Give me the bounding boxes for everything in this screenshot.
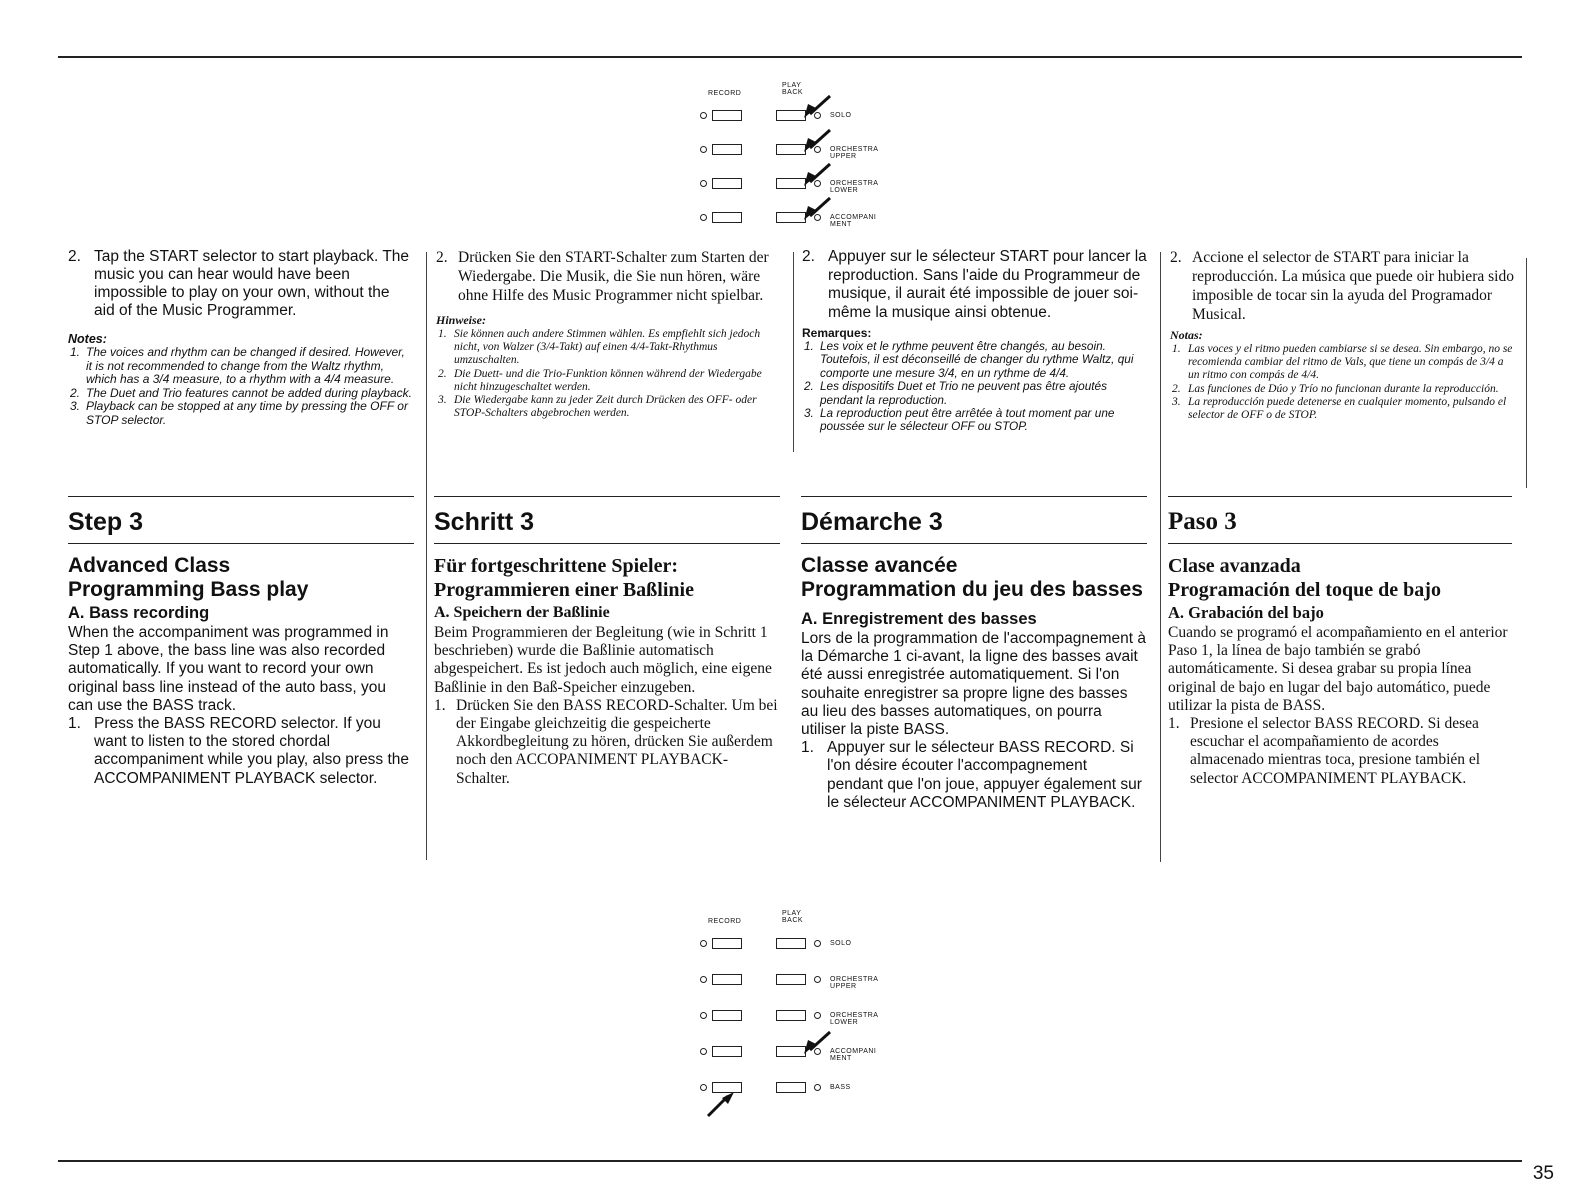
selector-row (690, 974, 930, 998)
step-2-item (68, 248, 414, 320)
track-sublabel: MENT (830, 221, 852, 228)
note-item (68, 400, 414, 427)
column-spanish (1170, 248, 1514, 422)
item-number: 3. (438, 394, 447, 407)
record-indicator (700, 976, 707, 983)
note-item (68, 387, 414, 401)
step-2-item (802, 248, 1148, 322)
playback-diagram-top (690, 78, 930, 238)
note-text: Las voces y el ritmo pueden cambiarse si se desea. Sin embargo, no se recomienda cambiar del ritmo de Vals, que tiene un compás de 3/4 a un ritmo con compás de 4/4. (1188, 343, 1513, 382)
item-number: 3. (1172, 395, 1181, 408)
notes-title: Notas: (1170, 328, 1203, 342)
record-selector[interactable] (712, 1046, 742, 1057)
item-number: 2. (1172, 382, 1181, 395)
note-text: La reproducción puede detenerse en cualquier momento, pulsando el selector de OFF o de STOP. (1188, 395, 1507, 422)
step-1-item (1168, 715, 1512, 788)
page-number: 35 (1532, 1163, 1554, 1184)
item-number: 2. (68, 248, 81, 265)
track-sublabel: UPPER (830, 983, 857, 990)
record-indicator (700, 1048, 707, 1055)
selector-row (690, 938, 930, 962)
note-item (68, 346, 414, 387)
note-text: Sie können auch andere Stimmen wählen. Es empfiehlt sich jedoch nicht, von Walzer (3/4-Takt) auf einen 4/4-Takt-Rhythmus umzuschalten. (454, 328, 761, 367)
record-label: RECORD (708, 918, 742, 925)
notes-title: Remarques: (802, 326, 872, 340)
step-title: Step 3 (68, 508, 144, 536)
column-divider (1526, 258, 1527, 488)
track-sublabel: LOWER (830, 1019, 859, 1026)
subtitle-2: Programmation du jeu des basses (801, 578, 1143, 601)
track-label: ACCOMPANI (830, 214, 877, 221)
item-number: 1. (434, 696, 446, 714)
step-2-text: Appuyer sur le sélecteur START pour lancer la reproduction. Sans l'aide du Programmeur de musique, il aurait été impossible de jouer soi-même la musique ainsi obtenue. (828, 248, 1147, 321)
column-divider (1160, 252, 1161, 862)
section-rule (801, 496, 1147, 497)
press-arrow-icon (802, 1030, 832, 1061)
press-arrow-icon (802, 94, 832, 125)
step-2-text: Tap the START selector to start playback. The music you can hear would have been impossible to play on your own, without the aid of the Music Programmer. (94, 248, 410, 319)
item-number: 2. (70, 385, 81, 400)
column-divider (793, 252, 794, 452)
press-arrow-icon (802, 196, 832, 227)
item-number: 2. (802, 248, 815, 265)
record-indicator (700, 112, 707, 119)
step-2-item (436, 248, 780, 305)
record-indicator (700, 180, 707, 187)
track-sublabel: MENT (830, 1055, 852, 1062)
record-indicator (700, 214, 707, 221)
item-number: 3. (804, 406, 814, 421)
note-item (802, 340, 1148, 380)
notes-list (1170, 343, 1514, 422)
subtitle-3: A. Bass recording (68, 604, 210, 622)
note-item (1170, 396, 1514, 422)
column-german (436, 248, 780, 420)
column-english (68, 248, 414, 428)
note-text: La reproduction peut être arrêtée à tout moment par une poussée sur le sélecteur OFF ou STOP. (820, 406, 1115, 434)
note-item (436, 394, 780, 420)
track-sublabel: LOWER (830, 187, 859, 194)
body-text: Lors de la programmation de l'accompagnement à la Démarche 1 ci-avant, la ligne des basses avait été aussi enregistrée automatiquement. Si l'on souhaite enregistrer sa propre ligne des basses au lieu des basses automatiques, on pourra utiliser la piste BASS. (801, 630, 1147, 739)
item-number: 2. (436, 249, 448, 266)
item-number: 1. (1172, 343, 1181, 355)
item-number: 2. (438, 367, 447, 380)
play-label: PLAY (782, 910, 802, 917)
step-section-english (68, 496, 414, 788)
track-label: ORCHESTRA (830, 180, 879, 187)
note-text: Las funciones de Dúo y Trío no funcionan durante la reproducción. (1188, 382, 1499, 395)
record-selector[interactable] (712, 144, 742, 155)
track-label: SOLO (830, 112, 852, 119)
subtitle-1: Für fortgeschrittene Spieler: (434, 555, 678, 577)
playback-indicator (814, 1012, 821, 1019)
notes-list (436, 328, 780, 420)
item-number: 1. (68, 715, 81, 733)
record-label: RECORD (708, 90, 742, 97)
track-label: ORCHESTRA (830, 976, 879, 983)
press-arrow-icon (802, 128, 832, 159)
notes-list (68, 346, 414, 428)
play-label: PLAY (782, 82, 802, 89)
track-label: SOLO (830, 940, 852, 947)
playback-indicator (814, 1084, 821, 1091)
notes-list (802, 340, 1148, 434)
subtitle-2: Programming Bass play (68, 578, 309, 601)
track-label: ORCHESTRA (830, 146, 879, 153)
subtitle-3: A. Enregistrement des basses (801, 610, 1037, 628)
body-text: When the accompaniment was programmed in Step 1 above, the bass line was also recorded automatically. If you want to record your own original bass line instead of the auto bass, you can use the BASS track. (68, 624, 389, 714)
step-title: Schritt 3 (434, 508, 535, 536)
note-item (436, 328, 780, 368)
top-rule (58, 56, 1522, 58)
section-rule (1168, 496, 1512, 497)
bottom-rule (58, 1160, 1522, 1162)
item-number: 1. (804, 339, 814, 353)
back-label: BACK (782, 917, 804, 924)
note-item (1170, 343, 1514, 383)
step-1-item (68, 715, 414, 788)
note-text: Les dispositifs Duet et Trio ne peuvent pas être ajoutés pendant la reproduction. (820, 379, 1108, 407)
step-1-text: Press the BASS RECORD selector. If you want to listen to the stored chordal accompaniment while you play, also press the ACCOMPANIMENT PLAYBACK selector. (94, 715, 410, 787)
note-text: Die Duett- und die Trio-Funktion können während der Wiedergabe nicht hinzugeschaltet werden. (454, 367, 762, 393)
record-indicator (700, 1012, 707, 1019)
playback-selector[interactable] (776, 1082, 806, 1093)
column-french (802, 248, 1148, 434)
record-selector[interactable] (712, 110, 742, 121)
note-text: The voices and rhythm can be changed if desired. However, it is not recommended to change from the Waltz rhythm, which has a 3/4 measure, to a rhythm with a 4/4 measure. (86, 345, 405, 387)
step-1-text: Appuyer sur le sélecteur BASS RECORD. Si l'on désire écouter l'accompagnement pendant que l'on joue, appuyer également sur le sélecteur ACCOMPANIMENT PLAYBACK. (827, 739, 1142, 811)
note-text: Les voix et le rythme peuvent être changés, au besoin. Toutefois, il est déconseillé de changer du rythme Waltz, qui comporte une mesure 3/4, en un rythme de 4/4. (820, 339, 1134, 380)
press-arrow-icon (802, 162, 832, 193)
record-indicator (700, 940, 707, 947)
track-label: ACCOMPANI (830, 1048, 877, 1055)
item-number: 1. (1168, 715, 1180, 733)
track-label: BASS (830, 1084, 851, 1091)
selector-row (690, 212, 930, 236)
step-1-item (434, 697, 780, 788)
step-section-french (801, 496, 1147, 812)
notes-title: Notes: (68, 332, 107, 346)
note-item (1170, 383, 1514, 396)
playback-diagram-bottom (690, 906, 930, 1126)
note-text: The Duet and Trio features cannot be added during playback. (86, 385, 412, 400)
step-2-text: Accione el selector de START para iniciar la reproducción. La música que puede oir hubiera sido imposible de tocar sin la ayuda del Programador Musical. (1192, 249, 1514, 323)
record-selector[interactable] (712, 1010, 742, 1021)
step-1-text: Presione el selector BASS RECORD. Si desea escuchar el acompañamiento de acordes almacenado mientras toca, presione también el selector ACCOMPANIMENT PLAYBACK. (1190, 715, 1481, 787)
note-text: Die Wiedergabe kann zu jeder Zeit durch Drücken des OFF- oder STOP-Schalters abgebrochen werden. (454, 394, 757, 420)
subtitle-2: Programmieren einer Baßlinie (434, 579, 694, 601)
section-rule (434, 543, 780, 544)
press-arrow-icon (706, 1090, 736, 1123)
item-number: 3. (70, 399, 81, 414)
section-rule (801, 543, 1147, 544)
body-text: Beim Programmieren der Begleitung (wie in Schritt 1 beschrieben) wurde die Baßlinie automatisch abgespeichert. Es ist jedoch auch möglich, eine eigene Baßlinie in den Baß-Speicher einzugeben. (434, 624, 772, 696)
playback-indicator (814, 940, 821, 947)
section-rule (68, 543, 414, 544)
item-number: 2. (804, 379, 814, 394)
selector-row (690, 1046, 930, 1070)
record-indicator (700, 146, 707, 153)
item-number: 1. (801, 739, 814, 757)
subtitle-2: Programación del toque de bajo (1168, 579, 1441, 601)
playback-indicator (814, 976, 821, 983)
record-selector[interactable] (712, 212, 742, 223)
body-text: Cuando se programó el acompañamiento en el anterior Paso 1, la línea de bajo también se grabó automáticamente. Si desea grabar su propia línea original de bajo en lugar del bajo automático, puede utilizar la pista de BASS. (1168, 624, 1508, 714)
subtitle-1: Classe avancée (801, 554, 958, 577)
subtitle-3: A. Speichern der Baßlinie (434, 604, 610, 621)
step-section-spanish (1168, 496, 1512, 788)
subtitle-1: Advanced Class (68, 554, 231, 577)
step-section-german (434, 496, 780, 788)
playback-selector[interactable] (776, 974, 806, 985)
step-1-text: Drücken Sie den BASS RECORD-Schalter. Um bei der Eingabe gleichzeitig die gespeicherte Akkordbegleitung zu hören, drücken Sie außerdem noch den ACCOPANIMENT PLAYBACK-Schalter. (456, 696, 778, 787)
subtitle-1: Clase avanzada (1168, 555, 1301, 577)
note-text: Playback can be stopped at any time by pressing the OFF or STOP selector. (86, 399, 408, 427)
column-divider (426, 252, 427, 860)
track-label: ORCHESTRA (830, 1012, 879, 1019)
section-rule (1168, 543, 1512, 544)
selector-row (690, 1082, 930, 1106)
playback-selector[interactable] (776, 938, 806, 949)
step-1-item (801, 739, 1147, 812)
item-number: 1. (70, 345, 81, 359)
record-selector[interactable] (712, 178, 742, 189)
step-2-item (1170, 248, 1514, 324)
note-item (436, 368, 780, 394)
note-item (802, 380, 1148, 407)
step-2-text: Drücken Sie den START-Schalter zum Starten der Wiedergabe. Die Musik, die Sie nun hören, wäre ohne Hilfe des Music Programmer nicht spielbar. (458, 249, 769, 304)
step-title: Démarche 3 (801, 508, 943, 536)
step-title: Paso 3 (1168, 508, 1237, 535)
section-rule (434, 496, 780, 497)
item-number: 2. (1170, 249, 1182, 266)
back-label: BACK (782, 89, 804, 96)
playback-selector[interactable] (776, 1010, 806, 1021)
subtitle-3: A. Grabación del bajo (1168, 603, 1324, 622)
item-number: 1. (438, 328, 447, 340)
notes-title: Hinweise: (436, 313, 486, 327)
record-selector[interactable] (712, 974, 742, 985)
track-sublabel: UPPER (830, 153, 857, 160)
section-rule (68, 496, 414, 497)
record-selector[interactable] (712, 938, 742, 949)
note-item (802, 407, 1148, 434)
